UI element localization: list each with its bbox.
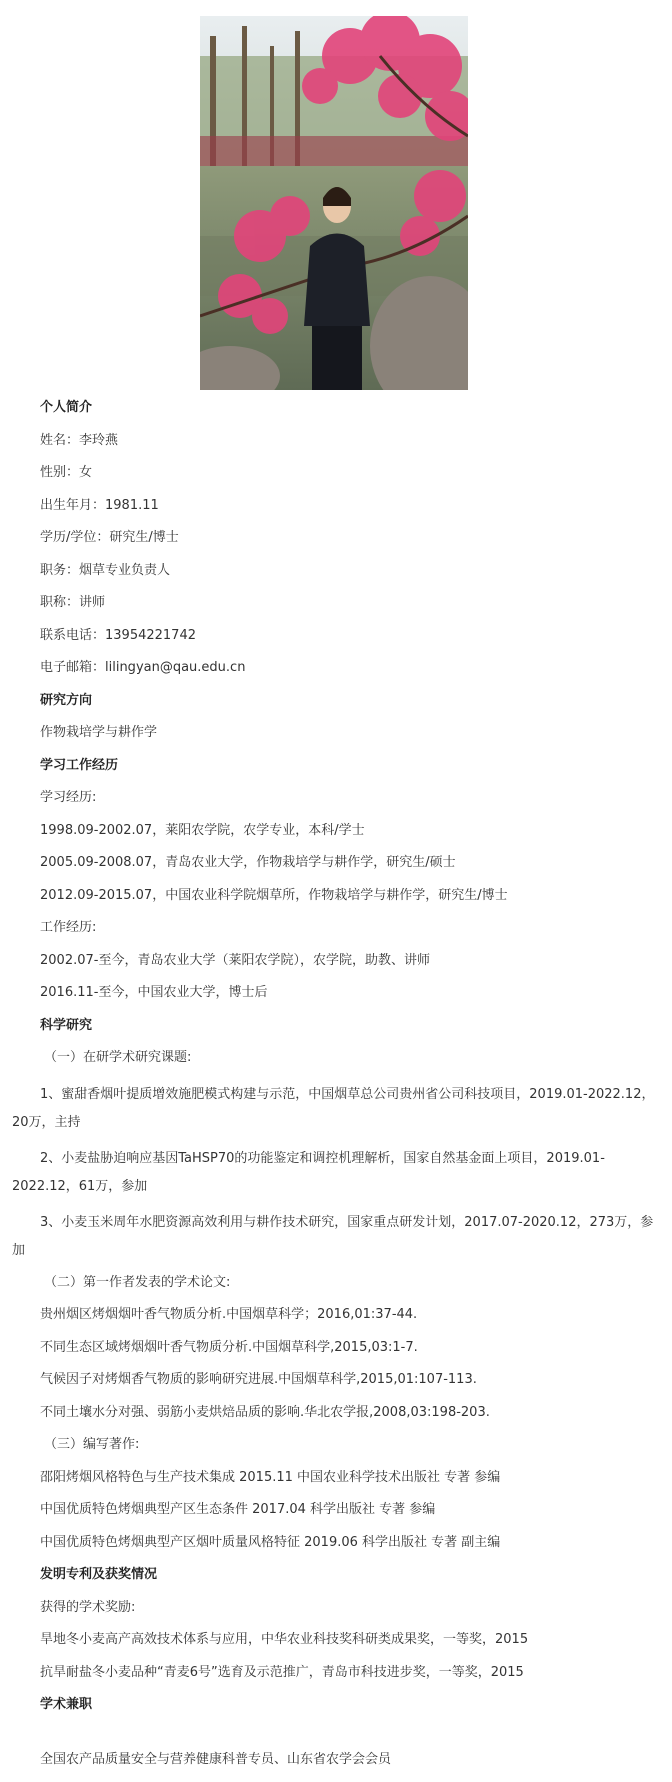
paper-item: 不同生态区域烤烟烟叶香气物质分析.中国烟草科学,2015,03:1-7. bbox=[0, 1338, 672, 1371]
paper-item: 不同土壤水分对强、弱筋小麦烘焙品质的影响.华北农学报,2008,03:198-203. bbox=[0, 1403, 672, 1436]
profile-photo bbox=[200, 16, 468, 390]
email-field: 电子邮箱：lilingyan@qau.edu.cn bbox=[0, 658, 672, 691]
work-item: 2002.07-至今，青岛农业大学（莱阳农学院），农学院，助教、讲师 bbox=[0, 951, 672, 984]
profile-content bbox=[0, 398, 672, 1782]
gender-field: 性别：女 bbox=[0, 463, 672, 496]
books-label: （三）编写著作: bbox=[0, 1435, 672, 1468]
academic-content: 全国农产品质量安全与营养健康科普专员、山东省农学会会员 bbox=[0, 1750, 672, 1782]
awards-label: 获得的学术奖励: bbox=[0, 1598, 672, 1631]
spacer bbox=[0, 1728, 672, 1750]
study-item: 1998.09-2002.07，莱阳农学院，农学专业，本科/学士 bbox=[0, 821, 672, 854]
research-direction-title: 研究方向 bbox=[0, 691, 672, 724]
research-title: 科学研究 bbox=[0, 1016, 672, 1049]
book-item: 邵阳烤烟风格特色与生产技术集成 2015.11 中国农业科学技术出版社 专著 参编 bbox=[0, 1468, 672, 1501]
paper-item: 贵州烟区烤烟烟叶香气物质分析.中国烟草科学；2016,01:37-44. bbox=[0, 1305, 672, 1338]
work-item: 2016.11-至今，中国农业大学，博士后 bbox=[0, 983, 672, 1016]
book-item: 中国优质特色烤烟典型产区生态条件 2017.04 科学出版社 专著 参编 bbox=[0, 1500, 672, 1533]
book-item: 中国优质特色烤烟典型产区烟叶质量风格特征 2019.06 科学出版社 专著 副主编 bbox=[0, 1533, 672, 1566]
study-item: 2005.09-2008.07，青岛农业大学，作物栽培学与耕作学，研究生/硕士 bbox=[0, 853, 672, 886]
projects-label: （一）在研学术研究课题: bbox=[0, 1048, 672, 1081]
paper-item: 气候因子对烤烟香气物质的影响研究进展.中国烟草科学,2015,01:107-113. bbox=[0, 1370, 672, 1403]
name-field: 姓名：李玲燕 bbox=[0, 431, 672, 464]
phone-field: 联系电话：13954221742 bbox=[0, 626, 672, 659]
awards-title: 发明专利及获奖情况 bbox=[0, 1565, 672, 1598]
project-item: 2、小麦盐胁迫响应基因TaHSP70的功能鉴定和调控机理解析，国家自然基金面上项目，2019.01-2022.12，61万，参加 bbox=[0, 1145, 672, 1201]
work-label: 工作经历: bbox=[0, 918, 672, 951]
profile-section-title: 个人简介 bbox=[0, 398, 672, 431]
experience-title: 学习工作经历 bbox=[0, 756, 672, 789]
academic-title: 学术兼职 bbox=[0, 1695, 672, 1728]
study-label: 学习经历: bbox=[0, 788, 672, 821]
award-item: 抗旱耐盐冬小麦品种“青麦6号”选育及示范推广，青岛市科技进步奖，一等奖，2015 bbox=[0, 1663, 672, 1696]
birth-field: 出生年月：1981.11 bbox=[0, 496, 672, 529]
research-direction-content: 作物栽培学与耕作学 bbox=[0, 723, 672, 756]
title-field: 职称：讲师 bbox=[0, 593, 672, 626]
project-item: 3、小麦玉米周年水肥资源高效利用与耕作技术研究，国家重点研发计划，2017.07-2020.12，273万，参加 bbox=[0, 1209, 672, 1265]
project-item: 1、蜜甜香烟叶提质增效施肥模式构建与示范，中国烟草总公司贵州省公司科技项目，2019.01-2022.12，20万，主持 bbox=[0, 1081, 672, 1137]
study-item: 2012.09-2015.07，中国农业科学院烟草所，作物栽培学与耕作学，研究生/博士 bbox=[0, 886, 672, 919]
award-item: 旱地冬小麦高产高效技术体系与应用，中华农业科技奖科研类成果奖，一等奖，2015 bbox=[0, 1630, 672, 1663]
position-field: 职务：烟草专业负责人 bbox=[0, 561, 672, 594]
papers-label: （二）第一作者发表的学术论文: bbox=[0, 1273, 672, 1306]
degree-field: 学历/学位：研究生/博士 bbox=[0, 528, 672, 561]
